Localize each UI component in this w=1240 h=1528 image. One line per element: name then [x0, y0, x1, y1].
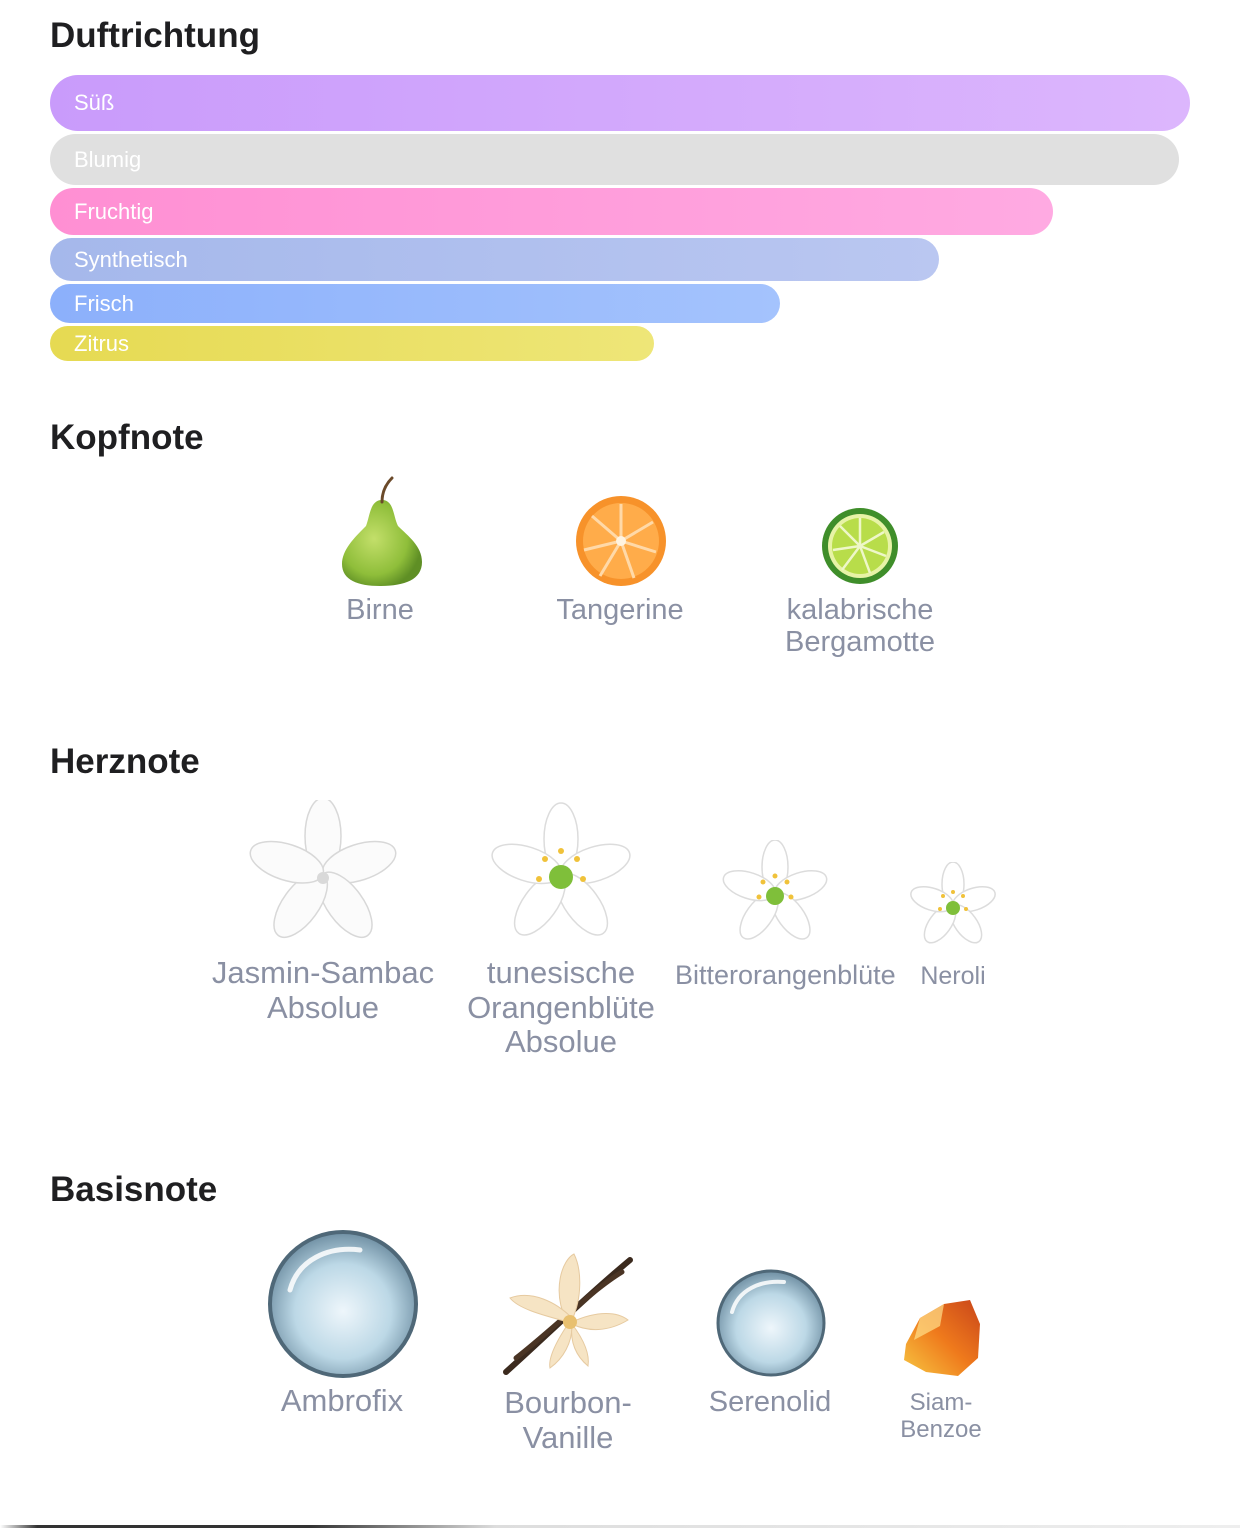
note-item-bourbon-vanilla [468, 1386, 668, 1455]
note-item-pear [300, 594, 460, 626]
resin-icon [900, 1296, 984, 1380]
accord-bar-fresh [50, 284, 780, 323]
accord-label: Synthetisch [74, 246, 188, 272]
water-drop-icon [716, 1268, 826, 1378]
note-label: Birne [346, 594, 414, 626]
section-title-fragrance-direction: Duftrichtung [50, 16, 260, 55]
note-item-jasmine [203, 956, 443, 1025]
water-drop-icon [268, 1230, 418, 1378]
accord-label: Fruchtig [74, 198, 154, 224]
section-title-top-note: Kopfnote [50, 418, 204, 457]
jasmine-flower-icon [248, 800, 398, 948]
note-label: tunesische Orangenblüte Absolue [467, 955, 655, 1060]
note-label: Neroli [920, 962, 986, 990]
note-label: Siam-Benzoe [900, 1389, 982, 1443]
accord-bar-sweet [50, 75, 1190, 131]
section-title-heart-note: Herznote [50, 742, 200, 781]
bitter-orange-blossom-icon [718, 840, 832, 948]
accord-bar-synthetic [50, 238, 939, 281]
note-label: Bitterorangenblüte [675, 960, 896, 990]
tangerine-icon [574, 494, 668, 588]
note-label: kalabrische Bergamotte [785, 594, 935, 659]
note-item-orange-blossom [451, 956, 671, 1060]
note-label: Tangerine [556, 594, 684, 626]
accord-label: Süß [74, 90, 115, 115]
note-item-siam-benzoin [880, 1390, 1002, 1444]
note-item-serenolid [680, 1386, 860, 1418]
section-title-base-note: Basisnote [50, 1170, 218, 1209]
note-label: Jasmin-Sambac Absolue [211, 955, 435, 1025]
neroli-flower-icon [906, 862, 1000, 950]
accord-label: Blumig [74, 146, 142, 172]
accord-bar-fruity [50, 188, 1053, 235]
bergamot-icon [820, 504, 900, 586]
note-label: Serenolid [708, 1386, 832, 1418]
note-label: Ambrofix [280, 1383, 404, 1418]
note-item-tangerine [520, 594, 720, 626]
note-label: Bourbon-Vanille [504, 1385, 632, 1455]
note-item-bitter-orange-blossom [675, 960, 896, 990]
accord-bar-floral [50, 134, 1179, 185]
note-item-ambrofix [242, 1384, 442, 1419]
accord-label: Zitrus [74, 330, 129, 356]
note-item-neroli [883, 962, 1023, 990]
accord-bar-citrus [50, 326, 654, 361]
orange-blossom-icon [486, 802, 636, 948]
note-item-bergamot [740, 594, 980, 659]
accord-label: Frisch [74, 290, 134, 316]
pear-icon [330, 474, 430, 590]
vanilla-icon [502, 1250, 636, 1378]
